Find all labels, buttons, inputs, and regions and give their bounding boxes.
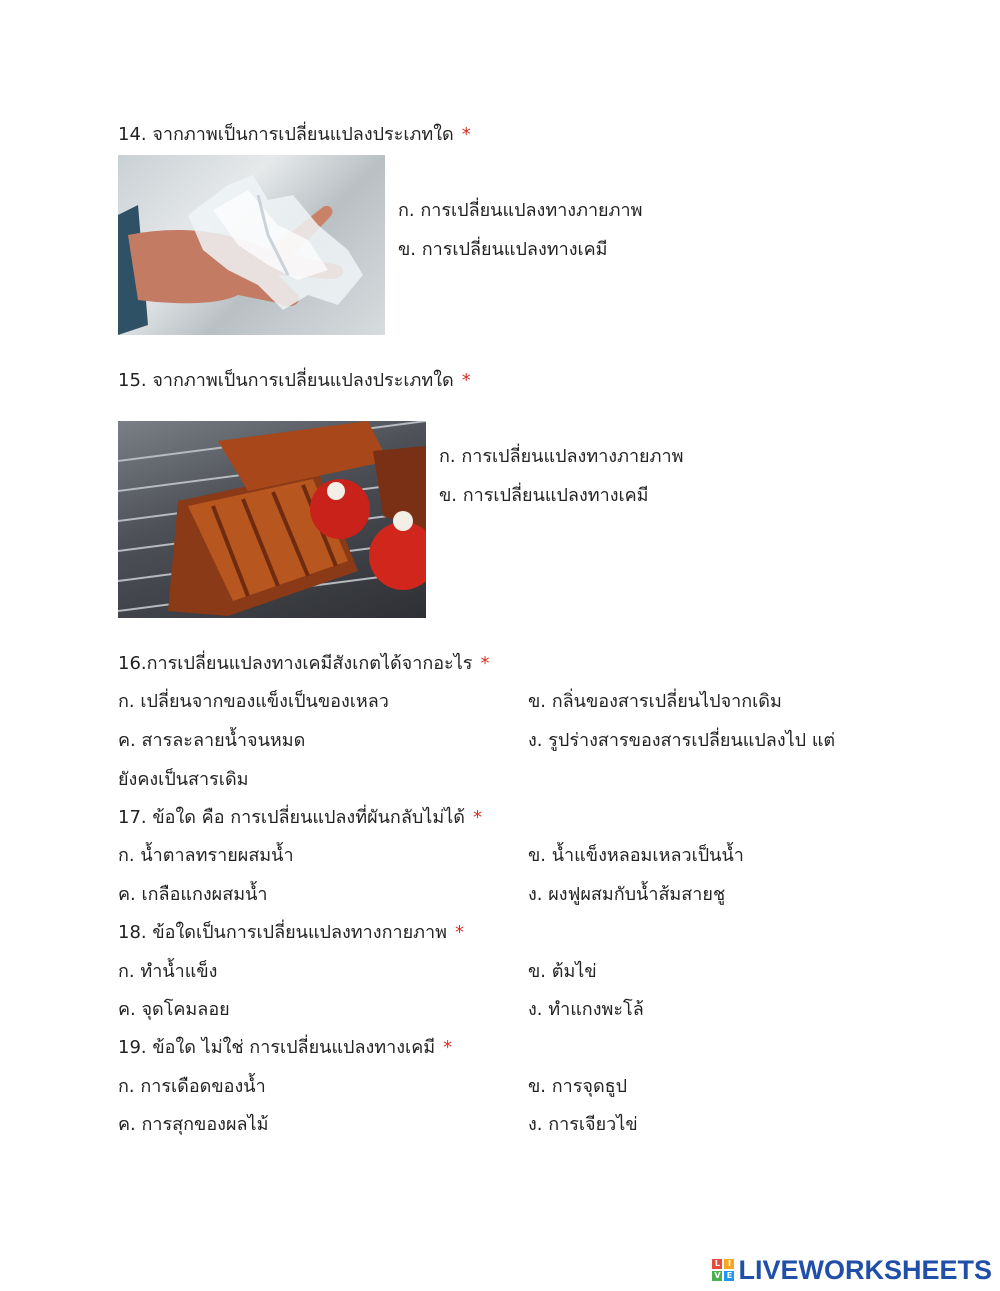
- q19-option-b: ข. การจุดธูป: [528, 1076, 628, 1097]
- q19-option-c: ค. การสุกของผลไม้: [118, 1114, 269, 1135]
- question-14-text: 14. จากภาพเป็นการเปลี่ยนแปลงประเภทใด: [118, 124, 454, 145]
- required-star: *: [454, 922, 464, 943]
- ice-crystals-photo: [118, 155, 385, 335]
- q17-option-c: ค. เกลือแกงผสมน้ำ: [118, 884, 268, 905]
- question-16: [118, 652, 489, 676]
- q16-option-a: ก. เปลี่ยนจากของแข็งเป็นของเหลว: [118, 691, 389, 712]
- liveworksheets-logo: [712, 1255, 992, 1285]
- question-17-text: 17. ข้อใด คือ การเปลี่ยนแปลงที่ผันกลับไม่ได้: [118, 807, 465, 828]
- question-18-text: 18. ข้อใดเป็นการเปลี่ยนแปลงทางกายภาพ: [118, 922, 447, 943]
- liveworksheets-logo-icon: L I V E: [712, 1259, 734, 1281]
- question-19-text: 19. ข้อใด ไม่ใช่ การเปลี่ยนแปลงทางเคมี: [118, 1037, 436, 1058]
- question-15-text: 15. จากภาพเป็นการเปลี่ยนแปลงประเภทใด: [118, 370, 454, 391]
- q18-option-b: ข. ต้มไข่: [528, 961, 597, 982]
- question-14: [118, 123, 471, 147]
- q15-option-a: ก. การเปลี่ยนแปลงทางภายภาพ: [439, 446, 684, 467]
- q16-option-b: ข. กลิ่นของสารเปลี่ยนไปจากเดิม: [528, 691, 782, 712]
- liveworksheets-logo-text: LIVEWORKSHEETS: [738, 1254, 992, 1285]
- question-17: [118, 806, 482, 830]
- q19-option-a: ก. การเดือดของน้ำ: [118, 1076, 266, 1097]
- q18-option-d: ง. ทำแกงพะโล้: [528, 999, 644, 1020]
- required-star: *: [443, 1037, 453, 1058]
- q16-option-d: ง. รูปร่างสารของสารเปลี่ยนแปลงไป แต่: [528, 730, 836, 751]
- q16-option-c: ค. สารละลายน้ำจนหมด: [118, 730, 306, 751]
- question-19: [118, 1036, 452, 1060]
- q17-option-b: ข. น้ำแข็งหลอมเหลวเป็นน้ำ: [528, 845, 744, 866]
- q18-option-a: ก. ทำน้ำแข็ง: [118, 961, 218, 982]
- required-star: *: [480, 653, 490, 674]
- question-18: [118, 921, 464, 945]
- q17-option-a: ก. น้ำตาลทรายผสมน้ำ: [118, 845, 294, 866]
- q16-option-d-continued: ยังคงเป็นสารเดิม: [118, 769, 249, 790]
- q17-option-d: ง. ผงฟูผสมกับน้ำส้มสายชู: [528, 884, 726, 905]
- q18-option-c: ค. จุดโคมลอย: [118, 999, 230, 1020]
- q14-option-a: ก. การเปลี่ยนแปลงทางภายภาพ: [398, 200, 643, 221]
- required-star: *: [472, 807, 482, 828]
- question-16-text: 16.การเปลี่ยนแปลงทางเคมีสังเกตได้จากอะไร: [118, 653, 473, 674]
- required-star: *: [461, 124, 471, 145]
- q19-option-d: ง. การเจียวไข่: [528, 1114, 638, 1135]
- required-star: *: [461, 370, 471, 391]
- grilled-ribs-photo: [118, 421, 426, 618]
- q15-option-b: ข. การเปลี่ยนแปลงทางเคมี: [439, 485, 649, 506]
- question-15: [118, 369, 471, 393]
- q14-option-b: ข. การเปลี่ยนแปลงทางเคมี: [398, 239, 608, 260]
